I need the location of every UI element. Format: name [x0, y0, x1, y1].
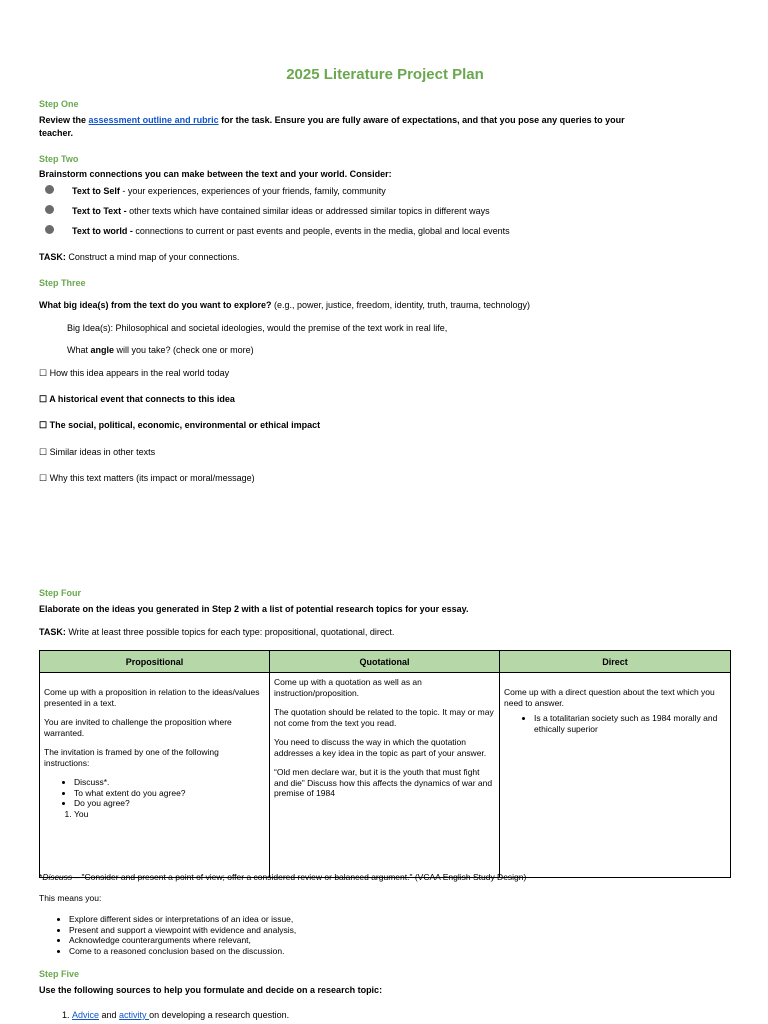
topic-types-table — [39, 650, 731, 878]
activity-link[interactable]: activity — [119, 1010, 150, 1020]
header-quotational: Quotational — [270, 651, 500, 673]
step-three-heading: Step Three — [39, 278, 86, 288]
bullet-dot-icon — [45, 185, 54, 194]
angle-prompt — [67, 345, 254, 355]
instruction-list — [44, 777, 265, 809]
cell-paragraph: Come up with a proposition in relation to the ideas/values presented in a text. — [44, 687, 260, 708]
step-four-heading: Step Four — [39, 588, 81, 598]
cell-paragraph: You are invited to challenge the proposition where warranted. — [44, 717, 232, 738]
cell-paragraph: Come up with a direct question about the text which you need to answer. — [504, 687, 715, 708]
list-item: • To what extent do you agree? — [74, 788, 265, 799]
angle-bold: angle — [90, 345, 115, 355]
and-text: and — [99, 1010, 120, 1020]
list-item: • Do you agree? — [74, 798, 265, 809]
bullet-dot-icon — [45, 205, 54, 214]
step-three-question — [39, 299, 731, 312]
step-five-heading: Step Five — [39, 969, 80, 979]
source-rest: on developing a research question. — [149, 1010, 290, 1020]
step-one-heading: Step One — [39, 99, 79, 109]
angle-option-why-matters[interactable]: ☐ Why this text matters (its impact or moral/message) — [39, 473, 255, 483]
list-item: 1. You — [74, 809, 265, 820]
step-two-heading: Step Two — [39, 154, 79, 164]
propositional-cell — [40, 673, 270, 878]
step-one-text — [39, 114, 731, 140]
means-list — [39, 914, 296, 956]
angle-pre: What — [67, 345, 91, 355]
question-rest: (e.g., power, justice, freedom, identity, truth, trauma, technology) — [271, 300, 530, 310]
table-row — [40, 673, 731, 878]
cell-paragraph: The quotation should be related to the topic. It may or may not come from the text you read. — [274, 707, 494, 728]
step-four-task — [39, 626, 731, 639]
discuss-note — [39, 871, 731, 884]
step-one-text-pre: Review the — [39, 115, 89, 125]
step-four-intro: Elaborate on the ideas you generated in Step 2 with a list of potential research topics for your essay. — [39, 604, 469, 614]
page-title: 2025 Literature Project Plan — [286, 66, 484, 83]
step-one-text-post2: teacher. — [39, 128, 74, 138]
angle-option-historical[interactable]: ☐ A historical event that connects to this idea — [39, 394, 235, 404]
task-label: TASK: — [39, 252, 66, 262]
list-item: • Acknowledge counterarguments where relevant, — [69, 935, 296, 946]
bullet-rest: - your experiences, experiences of your friends, family, community — [119, 186, 386, 196]
angle-post: will you take? (check one or more) — [114, 345, 254, 355]
header-propositional: Propositional — [40, 651, 270, 673]
angle-option-impact[interactable]: ☐ The social, political, economic, environmental or ethical impact — [39, 420, 321, 430]
list-item: • Discuss*. — [74, 777, 265, 788]
direct-list — [504, 713, 726, 734]
bullet-bold: Text to Self — [72, 186, 120, 196]
note-rest: – "Consider and present a point of view; offer a considered review or balanced argument." (VCAA English Study Design) — [72, 872, 527, 882]
task-text: Construct a mind map of your connections. — [65, 252, 240, 262]
step-five-intro: Use the following sources to help you formulate and decide on a research topic: — [39, 985, 383, 995]
numbered-list — [44, 809, 265, 820]
bullet-rest: other texts which have contained similar ideas or addressed similar topics in different ways — [126, 206, 490, 216]
note-prefix: * — [39, 872, 43, 882]
means-intro: This means you: — [39, 893, 102, 903]
direct-cell — [500, 673, 731, 878]
list-item: • Explore different sides or interpretations of an idea or issue, — [69, 914, 296, 925]
big-idea-text: Big Idea(s): Philosophical and societal ideologies, would the premise of the text work in real life, — [67, 323, 448, 333]
bullet-bold: Text to world - — [72, 226, 133, 236]
assessment-outline-link[interactable]: assessment outline and rubric — [88, 115, 219, 125]
task-text: Write at least three possible topics for each type: propositional, quotational, direct. — [65, 627, 395, 637]
list-item: • Is a totalitarian society such as 1984 morally and ethically superior — [534, 713, 726, 734]
table-header-row — [40, 651, 731, 673]
list-item — [72, 1010, 289, 1020]
list-item: • Come to a reasoned conclusion based on the discussion. — [69, 946, 296, 957]
bullet-bold: Text to Text - — [72, 206, 127, 216]
cell-paragraph: The invitation is framed by one of the following instructions: — [44, 747, 219, 768]
sources-list — [39, 1010, 289, 1020]
task-label: TASK: — [39, 627, 66, 637]
angle-option-real-world[interactable]: ☐ How this idea appears in the real world today — [39, 368, 230, 378]
list-item: • Present and support a viewpoint with evidence and analysis, — [69, 925, 296, 936]
angle-option-other-texts[interactable]: ☐ Similar ideas in other texts — [39, 447, 156, 457]
bullet-rest: connections to current or past events and people, events in the media, global and local events — [132, 226, 510, 236]
advice-link[interactable]: Advice — [72, 1010, 100, 1020]
note-italic: Discuss — [42, 872, 73, 882]
header-direct: Direct — [500, 651, 731, 673]
step-two-task — [39, 251, 731, 264]
cell-paragraph: “Old men declare war, but it is the youth that must fight and die” Discuss how this affects the dynamics of war and premise of 1984 — [274, 767, 493, 798]
quotational-cell — [270, 673, 500, 878]
step-two-intro: Brainstorm connections you can make between the text and your world. Consider: — [39, 169, 392, 179]
bullet-dot-icon — [45, 225, 54, 234]
cell-paragraph: You need to discuss the way in which the quotation addresses a key idea in the topic as part of your answer. — [274, 737, 487, 758]
step-one-text-post: for the task. Ensure you are fully aware of expectations, and that you pose any queries to your — [218, 115, 625, 125]
cell-paragraph: Come up with a quotation as well as an instruction/proposition. — [274, 677, 422, 698]
question-bold: What big idea(s) from the text do you want to explore? — [39, 300, 272, 310]
